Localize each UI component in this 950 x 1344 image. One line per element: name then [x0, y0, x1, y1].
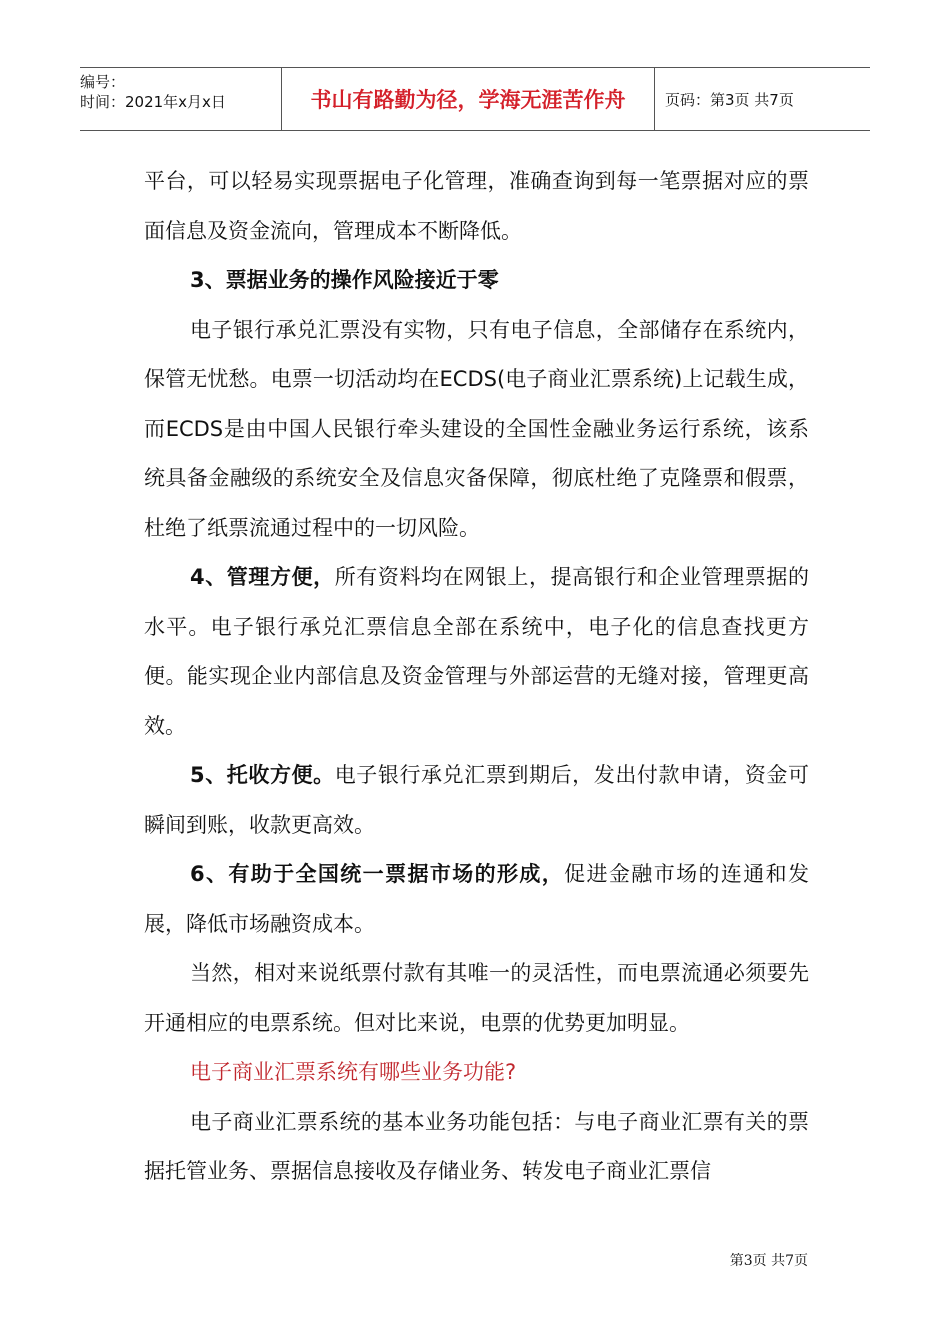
header-page-number: 页码：第3页 共7页 — [665, 90, 794, 109]
section-heading-6: 6、有助于全国统一票据市场的形成， — [190, 862, 565, 886]
paragraph: 促进金融市场的连通和发展，降低市场融资成本。 — [144, 862, 809, 936]
paragraph: 电子银行承兑汇票到期后，发出付款申请，资金可瞬间到账，收款更高效。 — [144, 763, 809, 837]
section-heading-5: 5、托收方便。 — [190, 763, 335, 787]
header-meta — [80, 68, 280, 134]
paragraph: 电子商业汇票系统的基本业务功能包括：与电子商业汇票有关的票据托管业务、票据信息接收及存储业务、转发电子商业汇票信 — [144, 1109, 809, 1183]
time-label: 时间：2021年x月x日 — [80, 93, 226, 111]
page-header — [80, 67, 870, 131]
paragraph: 电子银行承兑汇票没有实物，只有电子信息，全部储存在系统内，保管无忧愁。电票一切活动均在ECDS(电子商业汇票系统)上记载生成，而ECDS是由中国人民银行牵头建设的全国性金融业务运行系统，该系统具备金融级的系统安全及信息灾备保障，彻底杜绝了克隆票和假票，杜绝了纸票流通过程中的一切风险。 — [144, 317, 809, 540]
document-body — [144, 157, 809, 1197]
paragraph: 所有资料均在网银上，提高银行和企业管理票据的水平。电子银行承兑汇票信息全部在系统中，电子化的信息查找更方便。能实现企业内部信息及资金管理与外部运营的无缝对接，管理更高效。 — [144, 565, 809, 738]
header-motto: 书山有路勤为径，学海无涯苦作舟 — [281, 68, 655, 130]
section-4 — [144, 553, 809, 751]
section-5 — [144, 751, 809, 850]
section-heading-3: 3、票据业务的操作风险接近于零 — [190, 268, 499, 292]
section-heading-4: 4、管理方便， — [190, 565, 335, 589]
question-heading: 电子商业汇票系统有哪些业务功能? — [190, 1060, 517, 1084]
paragraph: 平台，可以轻易实现票据电子化管理，准确查询到每一笔票据对应的票面信息及资金流向，管理成本不断降低。 — [144, 169, 809, 243]
number-label: 编号： — [80, 73, 126, 91]
page-footer: 第3页 共7页 — [729, 1253, 808, 1269]
paragraph: 当然，相对来说纸票付款有其唯一的灵活性，而电票流通必须要先开通相应的电票系统。但对比来说，电票的优势更加明显。 — [144, 961, 809, 1035]
section-6 — [144, 850, 809, 949]
